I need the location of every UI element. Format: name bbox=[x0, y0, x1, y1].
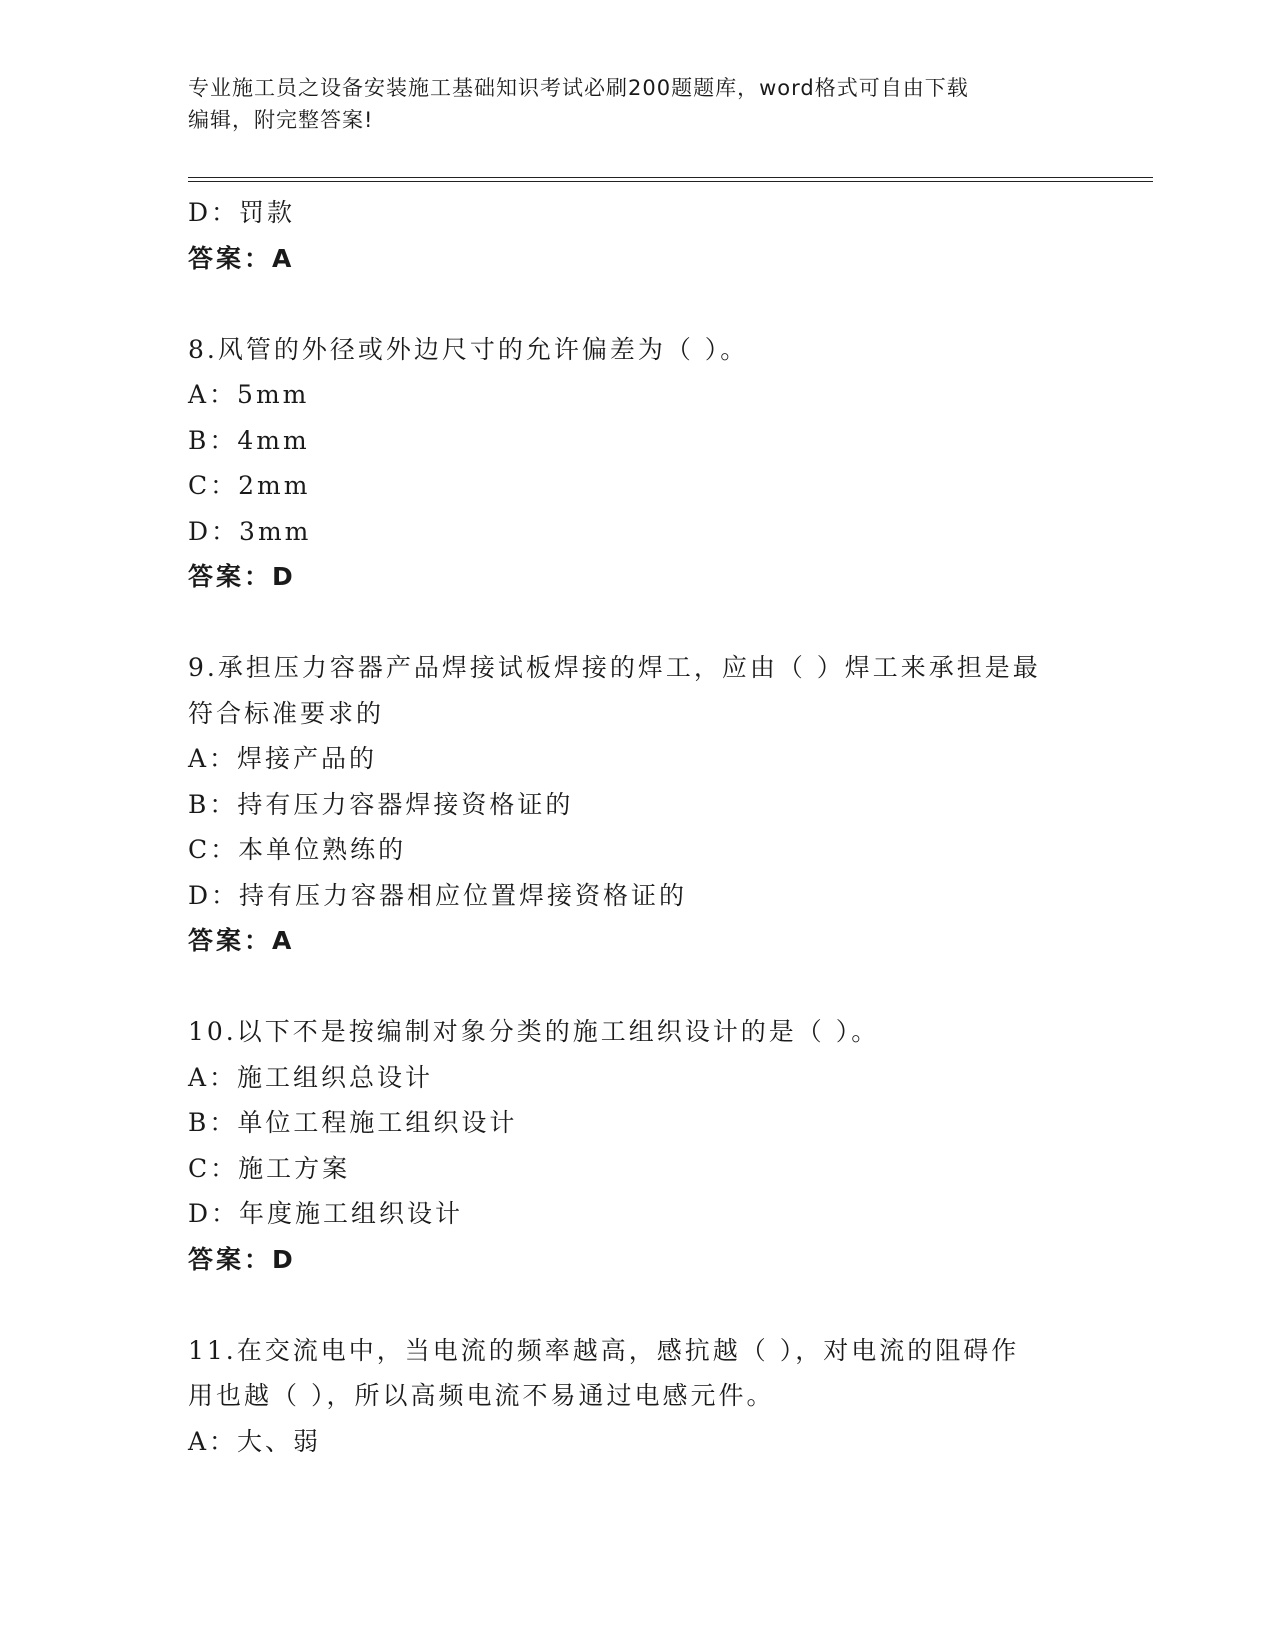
option-c: C：2mm bbox=[188, 471, 311, 500]
header-divider-bottom bbox=[188, 181, 1153, 182]
spacer bbox=[188, 281, 1088, 327]
question-stem: 10.以下不是按编制对象分类的施工组织设计的是（ ）。 bbox=[188, 1017, 880, 1046]
option-a: A：施工组织总设计 bbox=[188, 1062, 434, 1092]
spacer bbox=[188, 964, 1088, 1010]
option-b: B：单位工程施工组织设计 bbox=[188, 1108, 518, 1137]
option-d: D：3mm bbox=[188, 516, 312, 546]
header-title-line-2: 编辑，附完整答案! bbox=[188, 108, 374, 132]
option-a: A：大、弱 bbox=[188, 1426, 322, 1456]
prev-question-option-d: D：罚款 bbox=[188, 198, 296, 227]
header-title-line-1: 专业施工员之设备安装施工基础知识考试必刷200题题库，word格式可自由下载 bbox=[188, 76, 969, 100]
option-a: A：焊接产品的 bbox=[188, 744, 378, 773]
question-stem: 8.风管的外径或外边尺寸的允许偏差为（ ）。 bbox=[188, 334, 749, 364]
document-header bbox=[188, 72, 1068, 136]
option-a: A：5mm bbox=[188, 380, 310, 409]
question-11 bbox=[188, 1328, 1088, 1465]
option-b: B：4mm bbox=[188, 425, 310, 455]
option-d: D：年度施工组织设计 bbox=[188, 1199, 464, 1228]
header-divider-top bbox=[188, 177, 1153, 178]
spacer bbox=[188, 1282, 1088, 1328]
question-list bbox=[188, 190, 1088, 1464]
answer-label: 答案：D bbox=[188, 1244, 296, 1274]
answer-label: 答案：D bbox=[188, 562, 296, 591]
prev-question-answer: 答案：A bbox=[188, 243, 295, 273]
question-10 bbox=[188, 1009, 1088, 1282]
spacer bbox=[188, 600, 1088, 646]
option-c: C：本单位熟练的 bbox=[188, 835, 407, 864]
answer-label: 答案：A bbox=[188, 926, 295, 955]
question-8 bbox=[188, 327, 1088, 600]
option-d: D：持有压力容器相应位置焊接资格证的 bbox=[188, 880, 688, 910]
question-stem-line-2: 用也越（ ），所以高频电流不易通过电感元件。 bbox=[188, 1381, 775, 1410]
option-b: B：持有压力容器焊接资格证的 bbox=[188, 789, 574, 819]
question-stem-line-2: 符合标准要求的 bbox=[188, 698, 385, 728]
question-stem-line-1: 11.在交流电中，当电流的频率越高，感抗越（ ），对电流的阻碍作 bbox=[188, 1335, 1020, 1365]
option-c: C：施工方案 bbox=[188, 1153, 351, 1183]
question-9 bbox=[188, 645, 1088, 964]
question-stem-line-1: 9.承担压力容器产品焊接试板焊接的焊工，应由（ ）焊工来承担是最 bbox=[188, 653, 1041, 682]
